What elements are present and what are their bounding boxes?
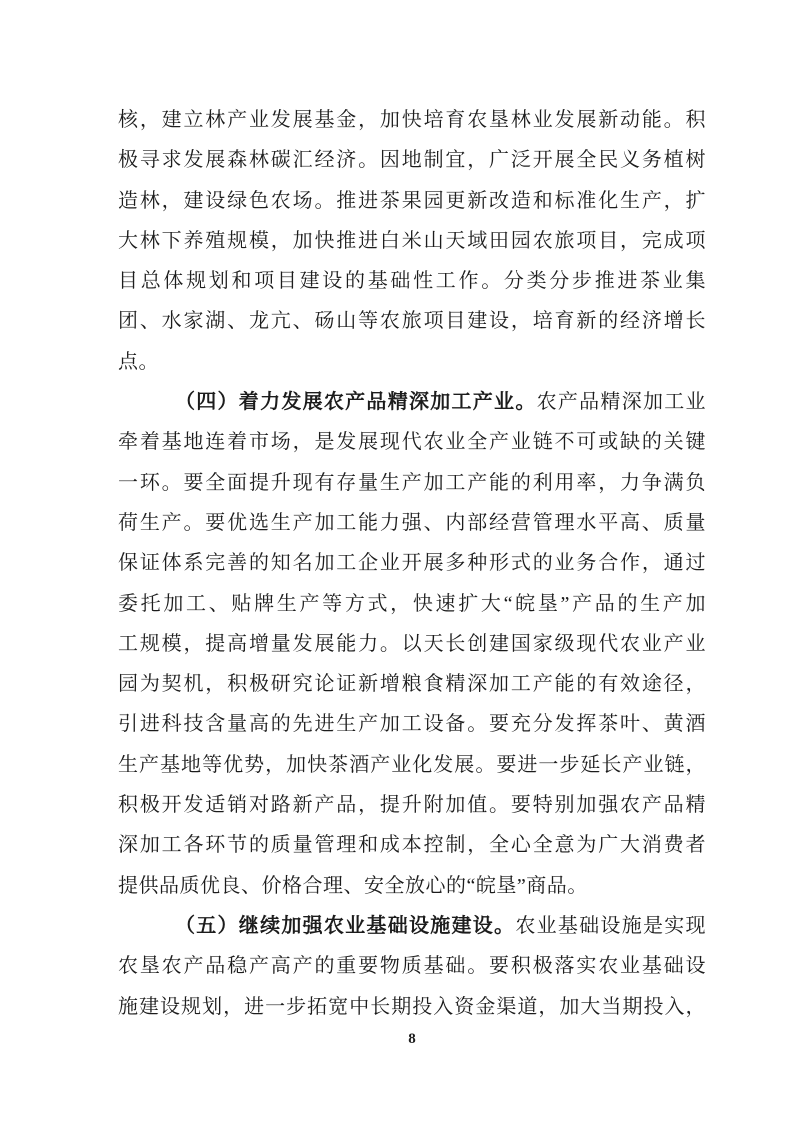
body-text-run: 大林下养殖规模，加快推进白米山天域田园农旅项目，完成项 — [118, 229, 706, 252]
heading-text-run: （四）着力发展农产品精深加工产业。 — [175, 391, 537, 414]
body-text-run: 团、水家湖、龙亢、砀山等农旅项目建设，培育新的经济增长 — [118, 310, 706, 333]
text-line — [118, 624, 706, 664]
heading-text-run: （五）继续加强农业基础设施建设。 — [175, 914, 516, 937]
body-text-run: 造林，建设绿色农场。推进茶果园更新改造和标准化生产，扩 — [118, 189, 706, 212]
body-text-run: 保证体系完善的知名加工企业开展多种形式的业务合作，通过 — [118, 552, 706, 575]
text-line — [118, 785, 706, 825]
text-line — [118, 946, 706, 986]
body-text-run: 农业基础设施是实现 — [515, 914, 706, 937]
text-line — [118, 463, 706, 503]
text-line — [118, 584, 706, 624]
text-line — [118, 261, 706, 301]
text-line — [118, 664, 706, 704]
text-line — [118, 422, 706, 462]
body-text-run: 委托加工、贴牌生产等方式，快速扩大“皖垦”产品的生产加 — [118, 592, 706, 615]
text-line — [118, 382, 706, 422]
body-text-run: 施建设规划，进一步拓宽中长期投入资金渠道，加大当期投入， — [118, 995, 706, 1018]
body-text-run: 荷生产。要优选生产加工能力强、内部经营管理水平高、质量 — [118, 511, 706, 534]
text-line — [118, 745, 706, 785]
body-text-run: 生产基地等优势，加快茶酒产业化发展。要进一步延长产业链， — [118, 753, 706, 776]
body-text-run: 引进科技含量高的先进生产加工设备。要充分发挥茶叶、黄酒 — [118, 713, 706, 736]
text-line — [118, 140, 706, 180]
text-line — [118, 704, 706, 744]
text-line — [118, 301, 706, 341]
text-line — [118, 100, 706, 140]
body-text-run: 积极开发适销对路新产品，提升附加值。要特别加强农产品精 — [118, 794, 706, 817]
document-body — [118, 100, 706, 1027]
body-text-run: 深加工各环节的质量管理和成本控制，全心全意为广大消费者 — [118, 834, 706, 857]
body-text-run: 工规模，提高增量发展能力。以天长创建国家级现代农业产业 — [118, 632, 706, 655]
text-line — [118, 987, 706, 1027]
text-line — [118, 221, 706, 261]
body-text-run: 提供品质优良、价格合理、安全放心的“皖垦”商品。 — [118, 874, 588, 897]
body-text-run: 极寻求发展森林碳汇经济。因地制宜，广泛开展全民义务植树 — [118, 149, 706, 172]
text-line — [118, 866, 706, 906]
body-text-run: 牵着基地连着市场，是发展现代农业全产业链不可或缺的关键 — [118, 431, 706, 454]
text-line — [118, 503, 706, 543]
body-text-run: 农产品精深加工业 — [536, 391, 706, 414]
page-number: 8 — [408, 1031, 416, 1047]
page-footer — [118, 1030, 706, 1048]
text-line — [118, 825, 706, 865]
body-text-run: 目总体规划和项目建设的基础性工作。分类分步推进茶业集 — [118, 270, 706, 293]
text-line — [118, 181, 706, 221]
text-line — [118, 543, 706, 583]
text-line — [118, 342, 706, 382]
body-text-run: 核，建立林产业发展基金，加快培育农垦林业发展新动能。积 — [118, 109, 706, 131]
body-text-run: 农垦农产品稳产高产的重要物质基础。要积极落实农业基础设 — [118, 955, 706, 978]
body-text-run: 点。 — [118, 350, 159, 373]
body-text-run: 园为契机，积极研究论证新增粮食精深加工产能的有效途径， — [118, 673, 706, 696]
body-text-run: 一环。要全面提升现有存量生产加工产能的利用率，力争满负 — [118, 471, 706, 494]
text-line — [118, 906, 706, 946]
